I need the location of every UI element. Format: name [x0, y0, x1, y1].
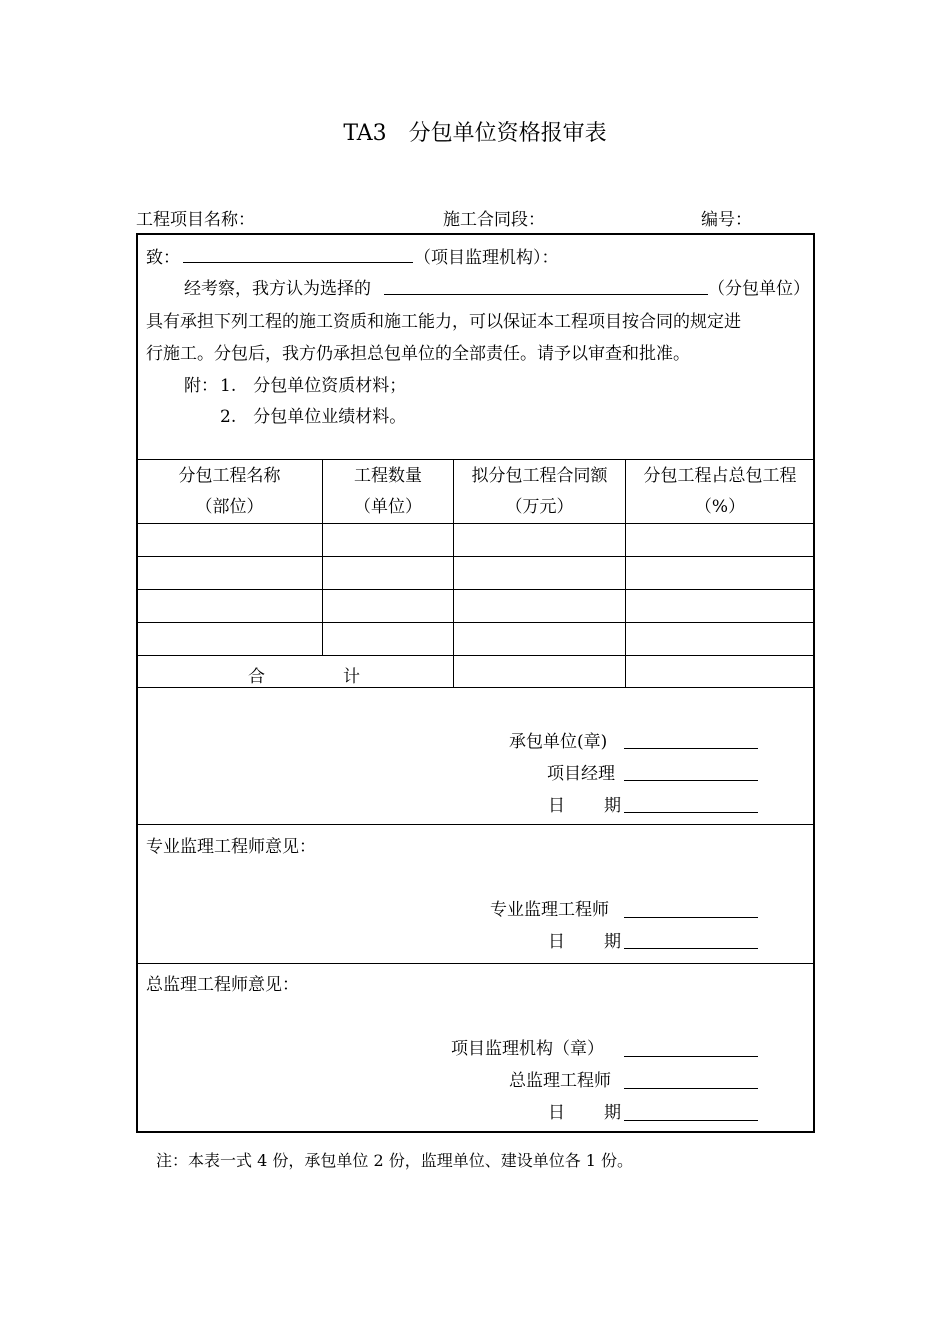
specialist-date-label-1: 日	[548, 932, 565, 952]
page-title: TA3 分包单位资格报审表	[343, 121, 607, 146]
chief-date-line[interactable]	[624, 1120, 758, 1121]
chief-engineer-line[interactable]	[624, 1088, 758, 1089]
supervision-org-line[interactable]	[624, 1056, 758, 1057]
footnote: 注：本表一式 4 份，承包单位 2 份，监理单位、建设单位各 1 份。	[156, 1151, 634, 1170]
contractor-unit-line[interactable]	[624, 748, 758, 749]
table-row-line	[137, 556, 814, 557]
form-frame	[136, 233, 815, 1133]
col-header-quantity	[323, 461, 453, 523]
contractor-date-label-1: 日	[548, 796, 565, 816]
col-header-quantity-line1: 工程数量	[354, 466, 422, 486]
attach-label: 附：	[184, 376, 218, 396]
table-row-line	[137, 523, 814, 524]
to-blank-line[interactable]	[183, 262, 413, 263]
chief-date-label-1: 日	[548, 1103, 565, 1123]
project-name-label: 工程项目名称：	[136, 210, 255, 230]
project-manager-line[interactable]	[624, 780, 758, 781]
col-header-percent-line1: 分包工程占总包工程	[643, 466, 797, 486]
col-header-amount-line2: （万元）	[505, 497, 574, 517]
number-label: 编号：	[701, 210, 752, 230]
project-manager-label: 项目经理	[547, 764, 615, 784]
table-bottom-line	[137, 687, 814, 688]
to-label: 致：	[146, 248, 180, 268]
chief-opinion-label: 总监理工程师意见：	[146, 975, 299, 995]
letter-line1-prefix: 经考察，我方认为选择的	[184, 279, 371, 299]
chief-engineer-label: 总监理工程师	[509, 1071, 611, 1091]
col-header-name-line2: （部位）	[195, 497, 264, 517]
col-header-name	[137, 461, 322, 523]
specialist-opinion-label: 专业监理工程师意见：	[146, 837, 316, 857]
attach-item-1: 1. 分包单位资质材料；	[220, 376, 407, 396]
col-header-quantity-line2: （单位）	[354, 497, 422, 517]
section-divider	[137, 963, 814, 964]
specialist-engineer-line[interactable]	[624, 917, 758, 918]
letter-line3: 行施工。分包后，我方仍承担总包单位的全部责任。请予以审查和批准。	[146, 344, 690, 364]
contractor-unit-label: 承包单位(章)	[509, 732, 608, 752]
table-row-line	[137, 589, 814, 590]
supervisor-org-label: （项目监理机构）：	[414, 248, 559, 268]
subcontractor-blank-line[interactable]	[384, 294, 708, 295]
total-label-2: 计	[343, 667, 360, 687]
chief-date-label-2: 期	[604, 1103, 621, 1123]
col-header-amount-line1: 拟分包工程合同额	[471, 466, 608, 486]
col-header-percent	[626, 461, 814, 523]
specialist-date-line[interactable]	[624, 948, 758, 949]
table-top-line	[137, 459, 814, 460]
table-row-line	[137, 655, 814, 656]
contract-section-label: 施工合同段：	[443, 210, 545, 230]
section-divider	[137, 824, 814, 825]
letter-line1-suffix: （分包单位）	[708, 279, 810, 299]
col-header-percent-line2: （%）	[694, 497, 746, 517]
supervision-org-label: 项目监理机构（章）	[451, 1039, 604, 1059]
contractor-date-line[interactable]	[624, 812, 758, 813]
letter-line2: 具有承担下列工程的施工资质和施工能力，可以保证本工程项目按合同的规定进	[146, 312, 741, 332]
contractor-date-label-2: 期	[604, 796, 621, 816]
specialist-date-label-2: 期	[604, 932, 621, 952]
attach-item-2: 2. 分包单位业绩材料。	[220, 407, 407, 427]
table-row-line	[137, 622, 814, 623]
col-header-name-line1: 分包工程名称	[178, 466, 281, 486]
total-label-1: 合	[248, 667, 265, 687]
specialist-engineer-label: 专业监理工程师	[490, 900, 609, 920]
col-header-amount	[454, 461, 625, 523]
